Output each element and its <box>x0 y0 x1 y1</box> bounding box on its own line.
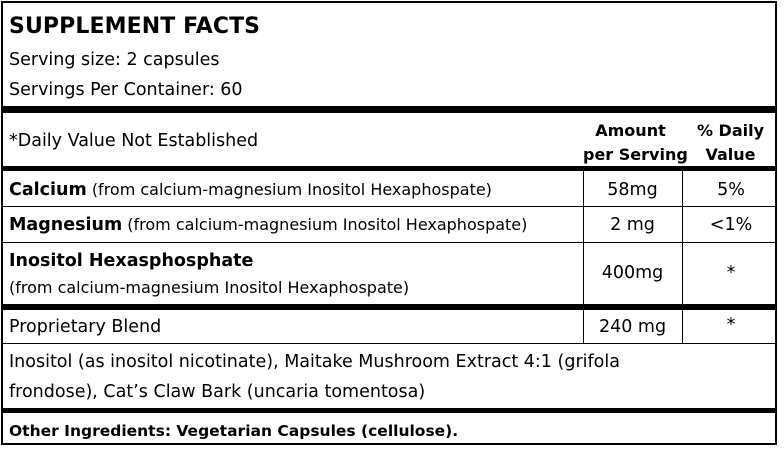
serving-size: Serving size: 2 capsules <box>9 50 220 70</box>
panel-title: SUPPLEMENT FACTS <box>9 14 261 39</box>
blend-ingredients-line1: Inositol (as inositol nicotinate), Maitake Mushroom Extract 4:1 (grifola <box>9 352 620 372</box>
nutrient-source: (from calcium-magnesium Inositol Hexaphospate) <box>91 180 492 199</box>
row-divider <box>3 206 775 207</box>
other-ingredients-divider <box>3 408 775 413</box>
nutrient-name: Magnesium <box>9 215 123 235</box>
nutrient-dv: <1% <box>709 215 753 235</box>
nutrient-amount: 58mg <box>607 180 658 200</box>
nutrient-amount: 400mg <box>601 263 664 283</box>
blend-divider <box>3 304 775 310</box>
nutrient-name: Calcium <box>9 180 87 200</box>
blend-ingredients-line2: frondose), Cat’s Claw Bark (uncaria tomentosa) <box>9 382 426 402</box>
blend-amount: 240 mg <box>598 317 667 337</box>
row-divider <box>3 242 775 243</box>
nutrient-amount: 2 mg <box>610 215 655 235</box>
blend-name: Proprietary Blend <box>9 317 162 337</box>
other-ingredients: Other Ingredients: Vegetarian Capsules (cellulose). <box>9 422 459 440</box>
nutrient-dv: * <box>726 263 736 283</box>
nutrient-source: (from calcium-magnesium Inositol Hexaphospate) <box>127 215 528 234</box>
dv-header <box>682 119 777 167</box>
daily-value-note: *Daily Value Not Established <box>9 131 259 151</box>
nutrient-row-calcium <box>9 180 492 200</box>
nutrient-row-magnesium <box>9 215 527 235</box>
amount-header-line1: Amount <box>595 121 666 140</box>
dv-header-line2: Value <box>705 145 756 164</box>
nutrient-name: Inositol Hexasphosphate <box>9 251 254 271</box>
servings-per-container: Servings Per Container: 60 <box>9 80 243 100</box>
supplement-facts-panel <box>1 1 777 445</box>
amount-header <box>583 119 688 167</box>
nutrient-dv: 5% <box>717 180 745 200</box>
dv-header-line1: % Daily <box>696 121 765 140</box>
row-divider <box>3 343 775 344</box>
amount-header-line2: per Serving <box>583 145 688 164</box>
nutrient-source: (from calcium-magnesium Inositol Hexaphospate) <box>9 278 410 297</box>
thick-divider <box>3 106 775 113</box>
header-divider <box>3 166 775 171</box>
blend-dv: * <box>726 315 736 335</box>
